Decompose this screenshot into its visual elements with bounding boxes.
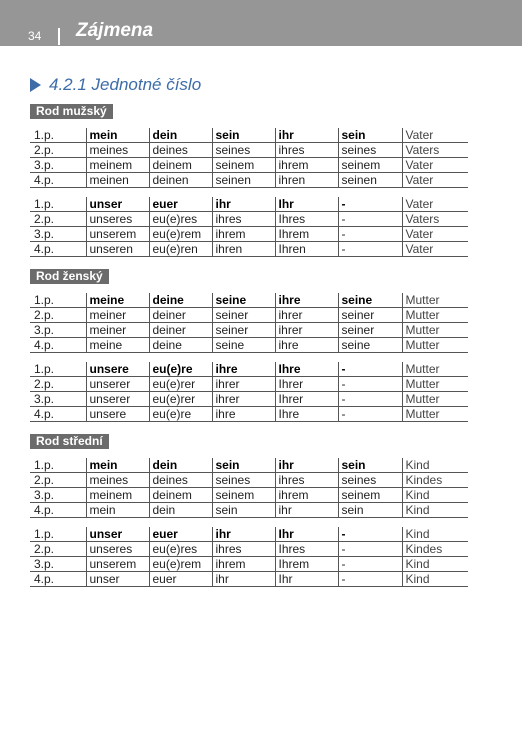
- case-label: 1.p.: [30, 293, 86, 308]
- pronoun-form-cell: -: [338, 362, 402, 377]
- pronoun-form-cell: deines: [149, 473, 212, 488]
- pronoun-form-cell: ihres: [275, 473, 338, 488]
- pronoun-form-cell: -: [338, 392, 402, 407]
- pronoun-form-cell: seinem: [338, 488, 402, 503]
- pronoun-form-cell: ihr: [212, 197, 275, 212]
- table-row: [30, 458, 468, 473]
- table-row: [30, 362, 468, 377]
- pronoun-form-cell: deinem: [149, 158, 212, 173]
- pronoun-form-cell: Ihres: [275, 212, 338, 227]
- pronoun-form-cell: meine: [86, 293, 149, 308]
- pronoun-form-cell: dein: [149, 503, 212, 518]
- noun-cell: Vater: [402, 173, 468, 188]
- table-row: [30, 158, 468, 173]
- pronoun-form-cell: euer: [149, 572, 212, 587]
- pronoun-form-cell: seines: [338, 473, 402, 488]
- noun-cell: Vater: [402, 158, 468, 173]
- pronoun-form-cell: -: [338, 377, 402, 392]
- table-row: [30, 542, 468, 557]
- pronoun-form-cell: eu(e)rem: [149, 557, 212, 572]
- table-row: [30, 293, 468, 308]
- pronoun-form-cell: unserem: [86, 557, 149, 572]
- pronoun-form-cell: eu(e)rer: [149, 377, 212, 392]
- noun-cell: Kind: [402, 488, 468, 503]
- noun-cell: Kind: [402, 572, 468, 587]
- pronoun-form-cell: ihrer: [275, 323, 338, 338]
- declension-table-feminine-possessive-singular-owners: [30, 293, 468, 353]
- pronoun-form-cell: unsere: [86, 362, 149, 377]
- pronoun-form-cell: seine: [212, 293, 275, 308]
- pronoun-form-cell: -: [338, 572, 402, 587]
- header-divider: [58, 28, 60, 45]
- table-row: [30, 572, 468, 587]
- noun-cell: Mutter: [402, 392, 468, 407]
- pronoun-form-cell: Ihrer: [275, 392, 338, 407]
- pronoun-form-cell: Ihr: [275, 527, 338, 542]
- case-label: 4.p.: [30, 503, 86, 518]
- pronoun-form-cell: seines: [338, 143, 402, 158]
- page-header: [0, 0, 522, 46]
- pronoun-form-cell: Ihr: [275, 197, 338, 212]
- table-row: [30, 557, 468, 572]
- noun-cell: Kindes: [402, 473, 468, 488]
- table-row: [30, 128, 468, 143]
- table-row: [30, 197, 468, 212]
- noun-cell: Kind: [402, 503, 468, 518]
- pronoun-form-cell: deine: [149, 338, 212, 353]
- pronoun-form-cell: deine: [149, 293, 212, 308]
- pronoun-form-cell: seinem: [212, 158, 275, 173]
- section-title: 4.2.1 Jednotné číslo: [49, 75, 202, 94]
- pronoun-form-cell: ihres: [275, 143, 338, 158]
- case-label: 1.p.: [30, 527, 86, 542]
- table-row: [30, 143, 468, 158]
- pronoun-form-cell: ihr: [212, 572, 275, 587]
- pronoun-form-cell: meiner: [86, 323, 149, 338]
- pronoun-form-cell: unsere: [86, 407, 149, 422]
- noun-cell: Vater: [402, 197, 468, 212]
- case-label: 4.p.: [30, 173, 86, 188]
- pronoun-form-cell: seinen: [212, 173, 275, 188]
- pronoun-form-cell: ihrem: [275, 488, 338, 503]
- pronoun-form-cell: sein: [338, 458, 402, 473]
- pronoun-form-cell: euer: [149, 197, 212, 212]
- case-label: 3.p.: [30, 557, 86, 572]
- pronoun-form-cell: sein: [212, 458, 275, 473]
- pronoun-form-cell: deines: [149, 143, 212, 158]
- pronoun-form-cell: seines: [212, 143, 275, 158]
- pronoun-form-cell: ihrem: [275, 158, 338, 173]
- pronoun-form-cell: seine: [212, 338, 275, 353]
- pronoun-form-cell: unser: [86, 572, 149, 587]
- pronoun-form-cell: unserer: [86, 392, 149, 407]
- pronoun-form-cell: sein: [212, 128, 275, 143]
- pronoun-form-cell: ihren: [275, 173, 338, 188]
- pronoun-form-cell: mein: [86, 503, 149, 518]
- pronoun-form-cell: meine: [86, 338, 149, 353]
- pronoun-form-cell: ihrer: [212, 392, 275, 407]
- pronoun-form-cell: seines: [212, 473, 275, 488]
- case-label: 1.p.: [30, 197, 86, 212]
- noun-cell: Mutter: [402, 323, 468, 338]
- pronoun-form-cell: Ihrer: [275, 377, 338, 392]
- pronoun-form-cell: ihren: [212, 242, 275, 257]
- case-label: 3.p.: [30, 158, 86, 173]
- table-row: [30, 242, 468, 257]
- case-label: 4.p.: [30, 242, 86, 257]
- case-label: 4.p.: [30, 572, 86, 587]
- pronoun-form-cell: deinem: [149, 488, 212, 503]
- noun-cell: Vaters: [402, 212, 468, 227]
- noun-cell: Mutter: [402, 293, 468, 308]
- pronoun-form-cell: deinen: [149, 173, 212, 188]
- pronoun-form-cell: eu(e)rer: [149, 392, 212, 407]
- pronoun-form-cell: ihre: [275, 293, 338, 308]
- chapter-title: Zájmena: [76, 20, 154, 41]
- triangle-bullet-icon: [30, 78, 41, 92]
- declension-table-masculine-possessive-plural-owners: [30, 197, 468, 257]
- pronoun-form-cell: ihres: [212, 542, 275, 557]
- case-label: 3.p.: [30, 227, 86, 242]
- pronoun-form-cell: meines: [86, 143, 149, 158]
- table-row: [30, 323, 468, 338]
- table-row: [30, 527, 468, 542]
- pronoun-form-cell: seiner: [338, 308, 402, 323]
- pronoun-form-cell: unseres: [86, 542, 149, 557]
- noun-cell: Vater: [402, 227, 468, 242]
- pronoun-form-cell: unser: [86, 527, 149, 542]
- table-row: [30, 377, 468, 392]
- pronoun-form-cell: -: [338, 407, 402, 422]
- table-row: [30, 407, 468, 422]
- pronoun-form-cell: eu(e)res: [149, 212, 212, 227]
- case-label: 2.p.: [30, 212, 86, 227]
- pronoun-form-cell: unseren: [86, 242, 149, 257]
- gender-label-masculine: Rod mužský: [30, 104, 113, 119]
- table-row: [30, 212, 468, 227]
- case-label: 1.p.: [30, 458, 86, 473]
- case-label: 2.p.: [30, 308, 86, 323]
- pronoun-form-cell: sein: [338, 128, 402, 143]
- pronoun-form-cell: seiner: [212, 323, 275, 338]
- pronoun-form-cell: ihre: [275, 338, 338, 353]
- pronoun-form-cell: ihr: [275, 128, 338, 143]
- pronoun-form-cell: Ihren: [275, 242, 338, 257]
- pronoun-form-cell: ihrer: [275, 308, 338, 323]
- case-label: 2.p.: [30, 473, 86, 488]
- pronoun-form-cell: mein: [86, 458, 149, 473]
- pronoun-form-cell: seinem: [338, 158, 402, 173]
- pronoun-form-cell: sein: [338, 503, 402, 518]
- pronoun-form-cell: ihrem: [212, 227, 275, 242]
- noun-cell: Kind: [402, 527, 468, 542]
- case-label: 3.p.: [30, 488, 86, 503]
- pronoun-form-cell: -: [338, 212, 402, 227]
- declension-table-neuter-possessive-plural-owners: [30, 527, 468, 587]
- case-label: 3.p.: [30, 392, 86, 407]
- pronoun-form-cell: euer: [149, 527, 212, 542]
- pronoun-form-cell: -: [338, 197, 402, 212]
- pronoun-form-cell: meines: [86, 473, 149, 488]
- pronoun-form-cell: Ihre: [275, 362, 338, 377]
- noun-cell: Kind: [402, 557, 468, 572]
- pronoun-form-cell: seiner: [338, 323, 402, 338]
- pronoun-form-cell: dein: [149, 128, 212, 143]
- pronoun-form-cell: eu(e)re: [149, 362, 212, 377]
- table-row: [30, 338, 468, 353]
- noun-cell: Mutter: [402, 407, 468, 422]
- table-row: [30, 503, 468, 518]
- declension-table-masculine-possessive-singular-owners: [30, 128, 468, 188]
- pronoun-form-cell: ihr: [212, 527, 275, 542]
- pronoun-form-cell: seine: [338, 293, 402, 308]
- noun-cell: Kind: [402, 458, 468, 473]
- noun-cell: Vater: [402, 242, 468, 257]
- noun-cell: Vaters: [402, 143, 468, 158]
- pronoun-form-cell: Ihrem: [275, 557, 338, 572]
- noun-cell: Vater: [402, 128, 468, 143]
- pronoun-form-cell: ihrem: [212, 557, 275, 572]
- case-label: 4.p.: [30, 338, 86, 353]
- pronoun-form-cell: mein: [86, 128, 149, 143]
- pronoun-form-cell: dein: [149, 458, 212, 473]
- table-row: [30, 473, 468, 488]
- table-row: [30, 392, 468, 407]
- pronoun-form-cell: ihr: [275, 458, 338, 473]
- pronoun-form-cell: eu(e)rem: [149, 227, 212, 242]
- pronoun-form-cell: sein: [212, 503, 275, 518]
- case-label: 2.p.: [30, 143, 86, 158]
- gender-label-neuter: Rod střední: [30, 434, 109, 449]
- pronoun-form-cell: -: [338, 227, 402, 242]
- noun-cell: Mutter: [402, 362, 468, 377]
- noun-cell: Kindes: [402, 542, 468, 557]
- pronoun-form-cell: ihr: [275, 503, 338, 518]
- pronoun-form-cell: Ihr: [275, 572, 338, 587]
- pronoun-form-cell: eu(e)re: [149, 407, 212, 422]
- pronoun-form-cell: seinem: [212, 488, 275, 503]
- noun-cell: Mutter: [402, 308, 468, 323]
- pronoun-form-cell: ihres: [212, 212, 275, 227]
- case-label: 2.p.: [30, 542, 86, 557]
- case-label: 1.p.: [30, 128, 86, 143]
- table-row: [30, 308, 468, 323]
- gender-label-feminine: Rod ženský: [30, 269, 109, 284]
- pronoun-form-cell: unseres: [86, 212, 149, 227]
- pronoun-form-cell: meinem: [86, 488, 149, 503]
- pronoun-form-cell: -: [338, 542, 402, 557]
- case-label: 1.p.: [30, 362, 86, 377]
- pronoun-form-cell: seinen: [338, 173, 402, 188]
- pronoun-form-cell: eu(e)ren: [149, 242, 212, 257]
- pronoun-form-cell: Ihrem: [275, 227, 338, 242]
- case-label: 2.p.: [30, 377, 86, 392]
- table-row: [30, 227, 468, 242]
- pronoun-form-cell: seiner: [212, 308, 275, 323]
- table-row: [30, 488, 468, 503]
- pronoun-form-cell: Ihres: [275, 542, 338, 557]
- case-label: 4.p.: [30, 407, 86, 422]
- pronoun-form-cell: unserem: [86, 227, 149, 242]
- pronoun-form-cell: ihrer: [212, 377, 275, 392]
- section-heading: [30, 74, 201, 96]
- pronoun-form-cell: meinem: [86, 158, 149, 173]
- pronoun-form-cell: unserer: [86, 377, 149, 392]
- pronoun-form-cell: -: [338, 557, 402, 572]
- pronoun-form-cell: deiner: [149, 308, 212, 323]
- declension-table-neuter-possessive-singular-owners: [30, 458, 468, 518]
- case-label: 3.p.: [30, 323, 86, 338]
- pronoun-form-cell: eu(e)res: [149, 542, 212, 557]
- table-row: [30, 173, 468, 188]
- pronoun-form-cell: Ihre: [275, 407, 338, 422]
- pronoun-form-cell: deiner: [149, 323, 212, 338]
- pronoun-form-cell: unser: [86, 197, 149, 212]
- pronoun-form-cell: -: [338, 242, 402, 257]
- pronoun-form-cell: -: [338, 527, 402, 542]
- declension-table-feminine-possessive-plural-owners: [30, 362, 468, 422]
- noun-cell: Mutter: [402, 377, 468, 392]
- pronoun-form-cell: ihre: [212, 407, 275, 422]
- noun-cell: Mutter: [402, 338, 468, 353]
- pronoun-form-cell: meinen: [86, 173, 149, 188]
- page-number: 34: [28, 29, 42, 43]
- pronoun-form-cell: ihre: [212, 362, 275, 377]
- pronoun-form-cell: meiner: [86, 308, 149, 323]
- pronoun-form-cell: seine: [338, 338, 402, 353]
